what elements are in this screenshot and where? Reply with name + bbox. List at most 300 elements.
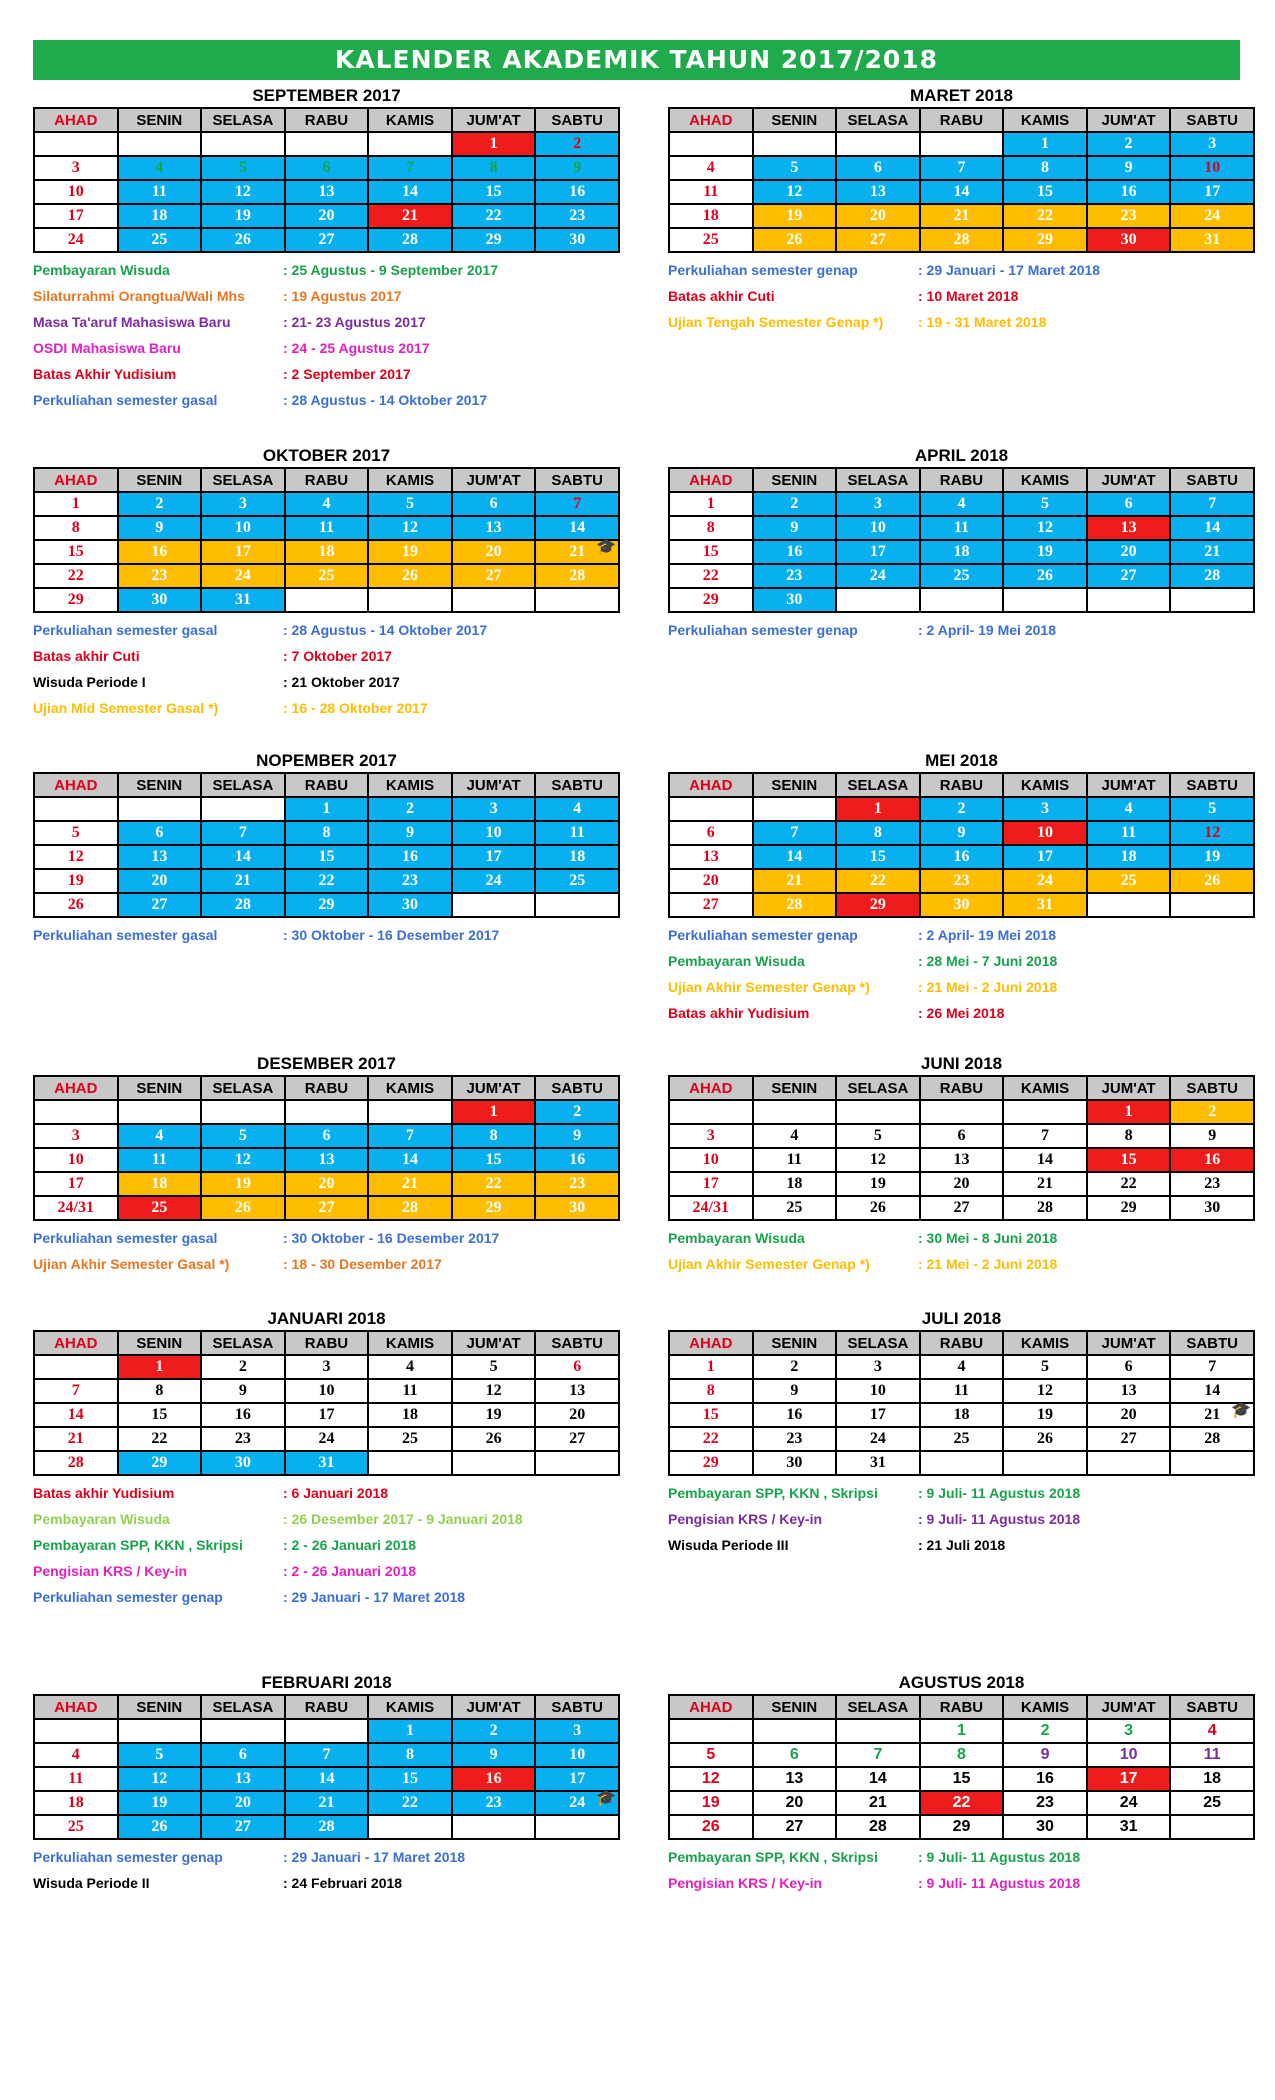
weekday-header: SENIN — [118, 1695, 202, 1719]
day-cell: 17 — [836, 540, 920, 564]
day-cell: 24 — [836, 564, 920, 588]
event-date: : 10 Maret 2018 — [918, 288, 1019, 304]
week-row — [34, 845, 619, 869]
weekday-header: SELASA — [201, 468, 285, 492]
day-cell: 2 — [920, 797, 1004, 821]
month-calendar — [33, 85, 620, 413]
day-cell: 30 — [753, 1451, 837, 1475]
day-cell: 4 — [368, 1355, 452, 1379]
day-cell: 27 — [452, 564, 536, 588]
event-date: : 19 Agustus 2017 — [283, 288, 402, 304]
weekday-header: AHAD — [669, 773, 753, 797]
week-row — [669, 132, 1254, 156]
day-cell: 2 — [1003, 1719, 1087, 1743]
week-row — [34, 1815, 619, 1839]
day-cell: 8 — [1003, 156, 1087, 180]
weekday-header: AHAD — [669, 108, 753, 132]
empty-cell — [836, 588, 920, 612]
week-row — [669, 228, 1254, 252]
event-label: Pembayaran SPP, KKN , Skripsi — [668, 1485, 878, 1501]
day-cell: 26 — [753, 228, 837, 252]
day-cell: 15 — [669, 1403, 753, 1427]
day-cell: 15 — [452, 1148, 536, 1172]
month-title: AGUSTUS 2018 — [898, 1673, 1025, 1692]
event-notes — [668, 617, 1255, 643]
day-cell: 12 — [201, 1148, 285, 1172]
day-cell: 15 — [118, 1403, 202, 1427]
day-cell: 6 — [836, 156, 920, 180]
day-cell: 3 — [201, 492, 285, 516]
day-cell: 18 — [1087, 845, 1171, 869]
weekday-header: JUM'AT — [1087, 773, 1171, 797]
day-cell: 2 — [753, 492, 837, 516]
event-date: : 21 Mei - 2 Juni 2018 — [918, 979, 1058, 995]
day-cell: 30 — [753, 588, 837, 612]
day-cell: 5 — [1003, 1355, 1087, 1379]
event-label: Wisuda Periode III — [668, 1537, 789, 1553]
day-cell: 6 — [452, 492, 536, 516]
day-cell: 25 — [118, 228, 202, 252]
week-row — [34, 893, 619, 917]
day-cell: 30 — [1170, 1196, 1254, 1220]
day-cell: 16 — [1170, 1148, 1254, 1172]
day-cell: 2 — [452, 1719, 536, 1743]
event-notes — [33, 922, 620, 948]
event-note — [668, 1251, 1255, 1277]
weekday-header: KAMIS — [1003, 773, 1087, 797]
day-cell: 17 — [1087, 1767, 1171, 1791]
day-cell: 27 — [285, 1196, 369, 1220]
week-row — [669, 1743, 1254, 1767]
event-note — [33, 695, 620, 721]
event-note — [668, 1506, 1255, 1532]
day-cell: 25 — [753, 1196, 837, 1220]
day-cell: 31 — [285, 1451, 369, 1475]
week-row — [34, 1403, 619, 1427]
day-cell: 2 — [535, 1100, 619, 1124]
event-note — [33, 1480, 620, 1506]
calendar-title: KALENDER AKADEMIK TAHUN 2017/2018 — [33, 40, 1240, 80]
day-cell: 11 — [34, 1767, 118, 1791]
day-cell: 26 — [1003, 1427, 1087, 1451]
week-row — [669, 1124, 1254, 1148]
day-cell: 8 — [920, 1743, 1004, 1767]
week-row — [669, 821, 1254, 845]
day-cell: 5 — [201, 156, 285, 180]
event-label: Pembayaran SPP, KKN , Skripsi — [668, 1849, 878, 1865]
day-cell: 31 — [1087, 1815, 1171, 1839]
empty-cell — [920, 1451, 1004, 1475]
day-cell: 7 — [368, 156, 452, 180]
day-cell: 23 — [368, 869, 452, 893]
event-label: Perkuliahan semester genap — [668, 262, 858, 278]
day-cell: 29 — [920, 1815, 1004, 1839]
week-row — [34, 156, 619, 180]
day-cell: 28 — [1170, 564, 1254, 588]
day-cell: 8 — [34, 516, 118, 540]
day-cell: 19 — [201, 1172, 285, 1196]
weekday-header: SENIN — [753, 108, 837, 132]
day-cell: 14 — [285, 1767, 369, 1791]
empty-cell — [118, 797, 202, 821]
day-cell: 5 — [452, 1355, 536, 1379]
day-cell: 17 — [452, 845, 536, 869]
event-note — [668, 974, 1255, 1000]
week-row — [34, 821, 619, 845]
weekday-header: SELASA — [836, 1331, 920, 1355]
empty-cell — [1170, 588, 1254, 612]
weekday-header: AHAD — [669, 1695, 753, 1719]
day-cell: 25 — [920, 564, 1004, 588]
weekday-header: RABU — [285, 1076, 369, 1100]
weekday-header: SABTU — [535, 1076, 619, 1100]
event-date: : 30 Oktober - 16 Desember 2017 — [283, 927, 500, 943]
day-cell: 24 — [34, 228, 118, 252]
month-calendar — [668, 750, 1255, 1026]
weekday-header: JUM'AT — [1087, 1331, 1171, 1355]
day-cell: 9 — [452, 1743, 536, 1767]
event-note — [33, 1225, 620, 1251]
weekday-header: SABTU — [535, 1695, 619, 1719]
week-row — [34, 540, 619, 564]
week-row — [669, 869, 1254, 893]
event-date: : 18 - 30 Desember 2017 — [283, 1256, 442, 1272]
empty-cell — [535, 1815, 619, 1839]
weekday-header: AHAD — [34, 1695, 118, 1719]
week-row — [669, 845, 1254, 869]
day-cell: 22 — [118, 1427, 202, 1451]
day-cell: 16 — [201, 1403, 285, 1427]
day-cell: 9 — [535, 156, 619, 180]
day-cell: 5 — [368, 492, 452, 516]
event-label: Ujian Akhir Semester Genap *) — [668, 1256, 870, 1272]
graduation-cap-icon: 🎓 — [596, 539, 616, 556]
day-cell: 8 — [836, 821, 920, 845]
day-cell: 13 — [1087, 1379, 1171, 1403]
day-cell: 21 🎓 — [535, 540, 619, 564]
day-cell: 24 — [1087, 1791, 1171, 1815]
empty-cell — [368, 588, 452, 612]
event-note — [668, 1225, 1255, 1251]
day-cell: 12 — [368, 516, 452, 540]
day-cell: 3 — [836, 492, 920, 516]
day-cell: 13 — [669, 845, 753, 869]
day-cell: 16 — [753, 1403, 837, 1427]
day-cell: 20 — [836, 204, 920, 228]
week-row — [669, 1451, 1254, 1475]
event-date: : 2 April- 19 Mei 2018 — [918, 622, 1056, 638]
event-label: Ujian Akhir Semester Genap *) — [668, 979, 870, 995]
day-cell: 19 — [1003, 1403, 1087, 1427]
day-cell: 20 — [753, 1791, 837, 1815]
empty-cell — [452, 893, 536, 917]
day-cell: 27 — [753, 1815, 837, 1839]
weekday-header: SELASA — [836, 108, 920, 132]
weekday-header: RABU — [285, 1695, 369, 1719]
day-cell: 19 — [452, 1403, 536, 1427]
weekday-header: KAMIS — [368, 773, 452, 797]
empty-cell — [452, 588, 536, 612]
day-cell: 27 — [669, 893, 753, 917]
day-cell: 2 — [201, 1355, 285, 1379]
month-table — [668, 1694, 1255, 1840]
empty-cell — [753, 1100, 837, 1124]
event-date: : 24 Februari 2018 — [283, 1875, 403, 1891]
weekday-header: SENIN — [753, 1695, 837, 1719]
day-cell: 10 — [669, 1148, 753, 1172]
week-row — [669, 1379, 1254, 1403]
week-row — [34, 869, 619, 893]
event-note — [33, 1584, 620, 1610]
week-row — [669, 1172, 1254, 1196]
day-cell: 24 — [1003, 869, 1087, 893]
weekday-header: SELASA — [836, 1695, 920, 1719]
empty-cell — [368, 1815, 452, 1839]
event-date: : 9 Juli- 11 Agustus 2018 — [918, 1875, 1081, 1891]
day-cell: 12 — [1003, 516, 1087, 540]
weekday-header: SELASA — [201, 1076, 285, 1100]
weekday-header: RABU — [285, 108, 369, 132]
day-cell: 3 — [1087, 1719, 1171, 1743]
event-note — [33, 309, 620, 335]
day-cell: 24 — [452, 869, 536, 893]
weekday-header: SABTU — [535, 1331, 619, 1355]
day-cell: 23 — [753, 1427, 837, 1451]
day-cell: 5 — [836, 1124, 920, 1148]
day-cell: 22 — [920, 1791, 1004, 1815]
week-row — [34, 180, 619, 204]
day-cell: 2 — [753, 1355, 837, 1379]
week-row — [669, 564, 1254, 588]
event-notes — [33, 1480, 620, 1610]
month-title: SEPTEMBER 2017 — [252, 86, 401, 105]
weekday-header: KAMIS — [368, 1695, 452, 1719]
empty-cell — [753, 797, 837, 821]
event-notes — [668, 257, 1255, 335]
day-cell: 6 — [535, 1355, 619, 1379]
day-cell: 4 — [285, 492, 369, 516]
day-cell: 19 — [836, 1172, 920, 1196]
day-cell: 17 — [535, 1767, 619, 1791]
day-cell: 1 — [285, 797, 369, 821]
event-date: : 2 April- 19 Mei 2018 — [918, 927, 1056, 943]
day-cell: 3 — [34, 1124, 118, 1148]
month-calendar — [33, 445, 620, 721]
day-cell: 5 — [1003, 492, 1087, 516]
day-cell: 8 — [669, 1379, 753, 1403]
day-cell: 9 — [1003, 1743, 1087, 1767]
weekday-header: SELASA — [201, 773, 285, 797]
event-note — [33, 1870, 620, 1896]
day-cell: 4 — [34, 1743, 118, 1767]
day-cell: 3 — [1170, 132, 1254, 156]
day-cell: 28 — [836, 1815, 920, 1839]
day-cell: 17 — [669, 1172, 753, 1196]
day-cell: 12 — [34, 845, 118, 869]
event-date: : 2 - 26 Januari 2018 — [283, 1563, 417, 1579]
day-cell: 29 — [1003, 228, 1087, 252]
weekday-header: SENIN — [118, 108, 202, 132]
event-label: Pembayaran Wisuda — [33, 262, 170, 278]
month-calendar — [668, 1308, 1255, 1558]
day-cell: 28 — [1003, 1196, 1087, 1220]
day-cell: 20 — [669, 869, 753, 893]
weekday-header: RABU — [920, 773, 1004, 797]
day-cell: 7 — [1003, 1124, 1087, 1148]
day-cell: 15 — [368, 1767, 452, 1791]
day-cell: 26 — [201, 228, 285, 252]
day-cell: 5 — [118, 1743, 202, 1767]
day-cell: 25 — [1170, 1791, 1254, 1815]
event-date: : 19 - 31 Maret 2018 — [918, 314, 1047, 330]
event-date: : 21 Oktober 2017 — [283, 674, 400, 690]
weekday-header: SENIN — [118, 773, 202, 797]
weekday-header: AHAD — [669, 1331, 753, 1355]
event-date: : 24 - 25 Agustus 2017 — [283, 340, 430, 356]
empty-cell — [34, 1719, 118, 1743]
day-cell: 1 — [669, 492, 753, 516]
event-label: Pengisian KRS / Key-in — [33, 1563, 188, 1579]
month-calendar — [668, 85, 1255, 335]
event-date: : 2 - 26 Januari 2018 — [283, 1537, 417, 1553]
day-cell: 25 — [368, 1427, 452, 1451]
weekday-header: JUM'AT — [452, 468, 536, 492]
empty-cell — [285, 1719, 369, 1743]
day-cell: 26 — [201, 1196, 285, 1220]
day-cell: 14 — [1170, 516, 1254, 540]
day-cell: 11 — [669, 180, 753, 204]
day-cell: 1 — [368, 1719, 452, 1743]
day-cell: 15 — [1003, 180, 1087, 204]
day-cell: 20 — [285, 1172, 369, 1196]
empty-cell — [920, 1100, 1004, 1124]
day-cell: 10 — [285, 1379, 369, 1403]
event-label: Batas akhir Cuti — [668, 288, 775, 304]
day-cell: 26 — [34, 893, 118, 917]
week-row — [669, 204, 1254, 228]
weekday-header: SELASA — [201, 1331, 285, 1355]
day-cell: 12 — [1003, 1379, 1087, 1403]
day-cell: 3 — [285, 1355, 369, 1379]
day-cell: 2 — [368, 797, 452, 821]
day-cell: 31 — [201, 588, 285, 612]
day-cell: 1 — [452, 1100, 536, 1124]
week-row — [669, 1148, 1254, 1172]
event-note — [33, 387, 620, 413]
day-cell: 10 — [1003, 821, 1087, 845]
day-cell: 8 — [285, 821, 369, 845]
event-date: : 21- 23 Agustus 2017 — [283, 314, 426, 330]
day-cell: 18 — [920, 540, 1004, 564]
event-note — [33, 283, 620, 309]
day-cell: 21 — [836, 1791, 920, 1815]
month-calendar — [668, 1053, 1255, 1277]
event-label: Perkuliahan semester gasal — [33, 622, 218, 638]
weekday-header: SELASA — [201, 1695, 285, 1719]
weekday-header: RABU — [920, 1331, 1004, 1355]
day-cell: 5 — [201, 1124, 285, 1148]
day-cell: 8 — [118, 1379, 202, 1403]
day-cell: 9 — [753, 1379, 837, 1403]
month-table — [33, 467, 620, 613]
week-row — [669, 492, 1254, 516]
weekday-header: SENIN — [118, 1076, 202, 1100]
day-cell: 27 — [836, 228, 920, 252]
day-cell: 23 — [452, 1791, 536, 1815]
month-calendar — [33, 750, 620, 948]
week-row — [669, 1719, 1254, 1743]
weekday-header: SABTU — [1170, 468, 1254, 492]
empty-cell — [535, 1451, 619, 1475]
week-row — [34, 1100, 619, 1124]
weekday-header: KAMIS — [1003, 1331, 1087, 1355]
day-cell: 16 — [753, 540, 837, 564]
event-note — [33, 643, 620, 669]
day-cell: 18 — [920, 1403, 1004, 1427]
empty-cell — [1087, 1451, 1171, 1475]
day-cell: 25 — [920, 1427, 1004, 1451]
weekday-header: AHAD — [669, 468, 753, 492]
day-cell: 29 — [452, 228, 536, 252]
event-notes — [33, 257, 620, 413]
day-cell: 2 — [118, 492, 202, 516]
day-cell: 22 — [285, 869, 369, 893]
day-cell: 9 — [1170, 1124, 1254, 1148]
weekday-header: SABTU — [1170, 1076, 1254, 1100]
day-cell: 18 — [368, 1403, 452, 1427]
event-date: : 16 - 28 Oktober 2017 — [283, 700, 428, 716]
event-label: Ujian Mid Semester Gasal *) — [33, 700, 219, 716]
day-cell: 1 — [1087, 1100, 1171, 1124]
day-cell: 2 — [535, 132, 619, 156]
day-cell: 14 — [920, 180, 1004, 204]
day-cell: 21 — [201, 869, 285, 893]
month-title: MARET 2018 — [910, 86, 1013, 105]
event-date: : 28 Mei - 7 Juni 2018 — [918, 953, 1058, 969]
month-title: OKTOBER 2017 — [262, 446, 391, 465]
empty-cell — [368, 1100, 452, 1124]
day-cell: 13 — [452, 516, 536, 540]
day-cell: 5 — [1170, 797, 1254, 821]
day-cell: 1 — [836, 797, 920, 821]
event-date: : 29 Januari - 17 Maret 2018 — [283, 1849, 466, 1865]
day-cell: 15 — [34, 540, 118, 564]
weekday-header: RABU — [920, 468, 1004, 492]
day-cell: 15 — [836, 845, 920, 869]
day-cell: 29 — [669, 1451, 753, 1475]
week-row — [669, 1196, 1254, 1220]
event-date: : 25 Agustus - 9 September 2017 — [283, 262, 499, 278]
event-label: Perkuliahan semester gasal — [33, 392, 218, 408]
day-cell: 17 — [285, 1403, 369, 1427]
day-cell: 10 — [836, 1379, 920, 1403]
empty-cell — [753, 1719, 837, 1743]
day-cell: 20 — [285, 204, 369, 228]
day-cell: 26 — [368, 564, 452, 588]
week-row — [669, 588, 1254, 612]
event-date: : 7 Oktober 2017 — [283, 648, 392, 664]
day-cell: 11 — [753, 1148, 837, 1172]
day-cell: 20 — [452, 540, 536, 564]
day-cell: 14 — [368, 180, 452, 204]
weekday-header: RABU — [920, 1695, 1004, 1719]
day-cell: 7 — [34, 1379, 118, 1403]
empty-cell — [1003, 1451, 1087, 1475]
week-row — [669, 1791, 1254, 1815]
day-cell: 24/31 — [669, 1196, 753, 1220]
empty-cell — [836, 1719, 920, 1743]
day-cell: 12 — [201, 180, 285, 204]
